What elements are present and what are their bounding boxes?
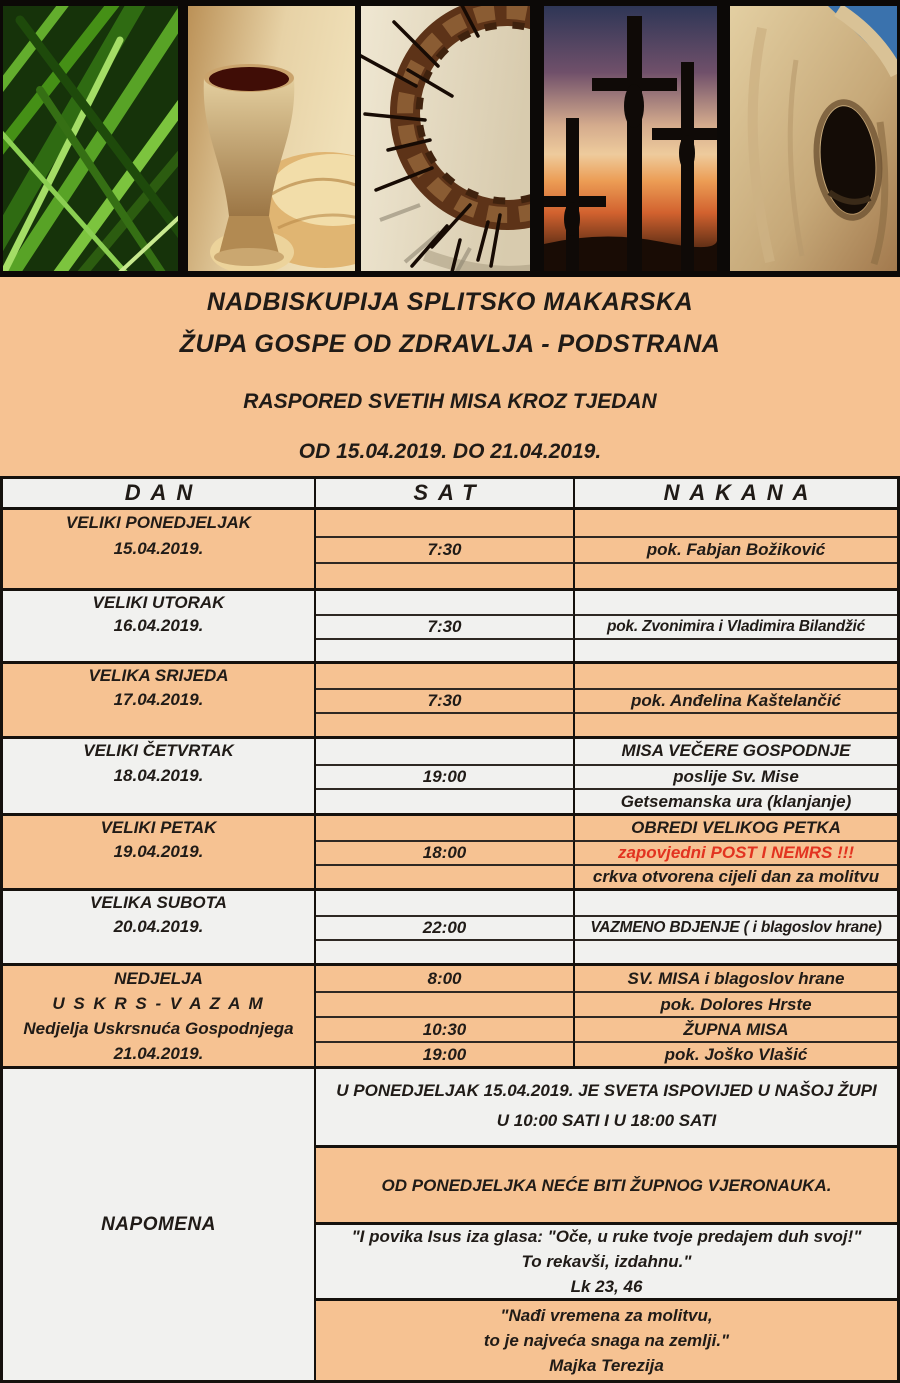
time-cell: 7:30 [316,688,575,712]
intention-cell: pok. Joško Vlašić [575,1041,897,1066]
time-cell: 8:00 [316,966,575,991]
banner-collage [0,0,900,277]
schedule-table [0,476,900,1383]
day-date: 15.04.2019. [113,539,204,558]
day-row-veliki-ponedjeljak [3,507,897,588]
intention-cell: pok. Zvonimira i Vladimira Bilandžić [575,614,897,637]
napomena-label: NAPOMENA [3,1069,316,1380]
day-name: NEDJELJA [114,968,203,988]
day-name: VELIKI ČETVRTAK [83,741,234,761]
archdiocese-title: NADBISKUPIJA SPLITSKO MAKARSKA [206,288,694,316]
intention-cell: Getsemanska ura (klanjanje) [575,788,897,813]
day-name: VELIKA SRIJEDA [88,666,229,685]
table-header-row [3,479,897,507]
napomena-notes [316,1069,897,1380]
intention-cell [575,562,897,588]
photo-three-crosses-sunset [540,6,724,271]
time-cell [316,664,575,688]
intention-cell: OBREDI VELIKOG PETKA [631,818,841,837]
time-cell [316,864,575,888]
scripture-quote: "I povika Isus iza glasa: "Oče, u ruke tvoje predajem duh svoj!" To rekavši, izdahnu." Lk 23, 46 [316,1222,897,1298]
intention-cell [575,638,897,661]
intention-cell: pok. Dolores Hrste [575,991,897,1016]
date-range: OD 15.04.2019. DO 21.04.2019. [298,440,602,463]
day-row-veliki-petak [3,813,897,888]
day-date: 19.04.2019. [113,842,204,861]
day-date: 17.04.2019. [113,690,204,709]
intention-cell: poslije Sv. Mise [575,764,897,789]
holy-week-photo-banner [0,0,900,277]
day-date: 18.04.2019. [113,765,204,785]
day-row-uskrs-nedjelja [3,963,897,1066]
time-cell: 18:00 [316,840,575,864]
day-row-velika-subota [3,888,897,963]
day-date: 16.04.2019. [113,615,204,635]
day-name: VELIKI PONEDJELJAK [65,513,252,532]
intention-cell [575,939,897,963]
intention-cell: MISA VEČERE GOSPODNJE [621,741,851,761]
day-row-veliki-cetvrtak [3,736,897,813]
time-cell [316,739,575,764]
time-cell [316,510,575,536]
day-cell [3,739,316,813]
time-cell: 22:00 [316,915,575,939]
time-cell: 7:30 [316,536,575,562]
intention-cell: pok. Fabjan Božiković [575,536,897,562]
title-block [0,277,900,476]
day-row-veliki-utorak [3,588,897,661]
intention-cell: ŽUPNA MISA [575,1016,897,1041]
day-cell [3,510,316,588]
time-cell [316,638,575,661]
day-name: VELIKI UTORAK [92,592,225,612]
time-cell [316,712,575,736]
intention-cell [575,591,897,614]
intention-cell [575,712,897,736]
day-cell [3,816,316,888]
day-cell [3,664,316,736]
time-cell: 19:00 [316,764,575,789]
day-cell [3,591,316,661]
day-cell [3,966,316,1066]
time-cell: 19:00 [316,1041,575,1066]
intention-cell: pok. Anđelina Kaštelančić [575,688,897,712]
parish-title: ŽUPA GOSPE OD ZDRAVLJA - PODSTRANA [179,330,721,358]
day-row-velika-srijeda [3,661,897,736]
schedule-subtitle: RASPORED SVETIH MISA KROZ TJEDAN [243,390,657,413]
time-cell [316,939,575,963]
day-name: VELIKA SUBOTA [90,893,227,912]
time-cell: 7:30 [316,614,575,637]
resurrection-sunday-label: Nedjelja Uskrsnuća Gospodnjega [23,1018,294,1038]
day-date: 20.04.2019. [113,917,204,936]
time-cell [316,562,575,588]
column-header-sat: SAT [316,479,575,507]
time-cell [316,788,575,813]
easter-name: U S K R S - V A Z A M [52,993,265,1013]
intention-cell [575,891,897,915]
napomena-section [3,1066,897,1380]
day-name: VELIKI PETAK [100,818,217,837]
time-cell [316,816,575,840]
time-cell [316,891,575,915]
intention-cell [575,664,897,688]
catechism-note: OD PONEDJELJKA NEĆE BITI ŽUPNOG VJERONAUKA. [316,1145,897,1222]
intention-cell: SV. MISA i blagoslov hrane [627,968,845,988]
intention-cell: VAZMENO BDJENJE ( i blagoslov hrane) [575,915,897,939]
photo-empty-tomb [730,6,897,271]
time-cell [316,991,575,1016]
time-cell [316,591,575,614]
column-header-dan: DAN [3,479,316,507]
intention-cell [575,510,897,536]
intention-cell: crkva otvorena cijeli dan za molitvu [575,864,897,888]
time-cell: 10:30 [316,1016,575,1041]
day-cell [3,891,316,963]
confession-note: U PONEDJELJAK 15.04.2019. JE SVETA ISPOVIJED U NAŠOJ ŽUPI U 10:00 SATI I U 18:00 SATI [316,1069,897,1145]
mother-teresa-quote: "Nađi vremena za molitvu, to je najveća snaga na zemlji." Majka Terezija [316,1298,897,1380]
fast-abstinence-warning: zapovjedni POST I NEMRS !!! [575,840,897,864]
day-date: 21.04.2019. [113,1043,204,1063]
column-header-nakana: NAKANA [663,480,819,505]
